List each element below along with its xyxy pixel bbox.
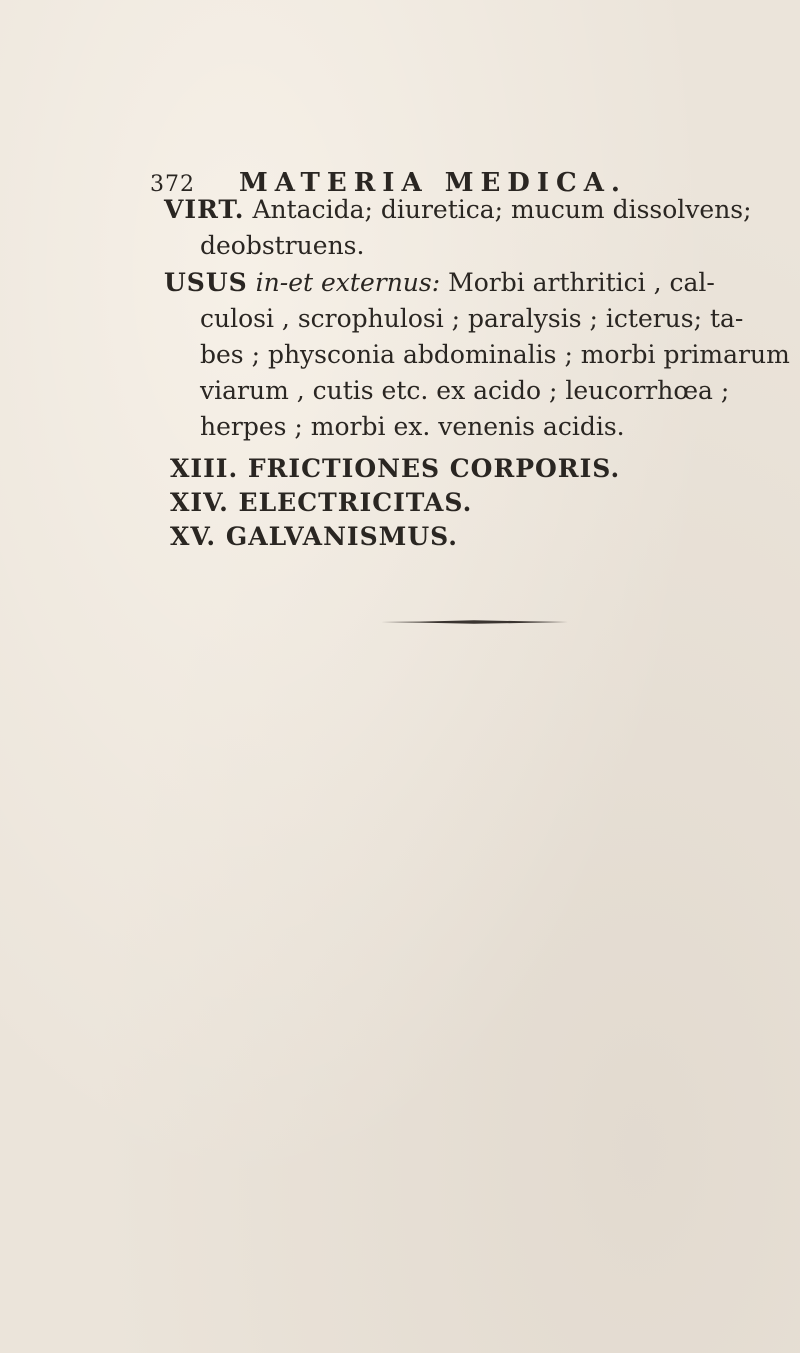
virtues-line-1: [164, 192, 800, 228]
section-headings: [170, 452, 620, 554]
usage-line-3: bes ; physconia abdominalis ; morbi primarum: [200, 340, 790, 369]
section-title: GALVANISMUS.: [225, 522, 459, 551]
usage-entry: [164, 265, 800, 445]
page-number: 372: [150, 172, 195, 197]
usage-line-1: [164, 265, 800, 301]
virtues-label: VIRT.: [164, 195, 245, 224]
section-heading: [170, 520, 620, 554]
section-heading: [170, 486, 620, 520]
section-title: FRICTIONES: [247, 454, 441, 483]
usage-label: USUS: [164, 268, 248, 297]
virtues-entry: [164, 192, 800, 264]
virtues-text-1: Antacida; diuretica; mucum dissolvens;: [252, 195, 752, 224]
usage-line-2: culosi , scrophulosi ; paralysis ; icterus; ta-: [200, 304, 744, 333]
section-title-smallcaps: CORPORIS.: [449, 454, 621, 483]
usage-line-5: herpes ; morbi ex. venenis acidis.: [200, 412, 625, 441]
usage-text-1: Morbi arthritici , cal-: [448, 268, 715, 297]
section-numeral: XV.: [170, 522, 217, 551]
usage-mode: in-et externus:: [255, 268, 441, 297]
section-heading: [170, 452, 620, 486]
virtues-line-2: deobstruens.: [200, 231, 365, 260]
page-title: MATERIA MEDICA.: [239, 168, 627, 198]
ornamental-rule: [380, 619, 568, 625]
section-numeral: XIII.: [170, 454, 239, 483]
section-numeral: XIV.: [170, 488, 229, 517]
usage-line-4: viarum , cutis etc. ex acido ; leucorrhœa ;: [200, 376, 730, 405]
section-title: ELECTRICITAS.: [238, 488, 473, 517]
